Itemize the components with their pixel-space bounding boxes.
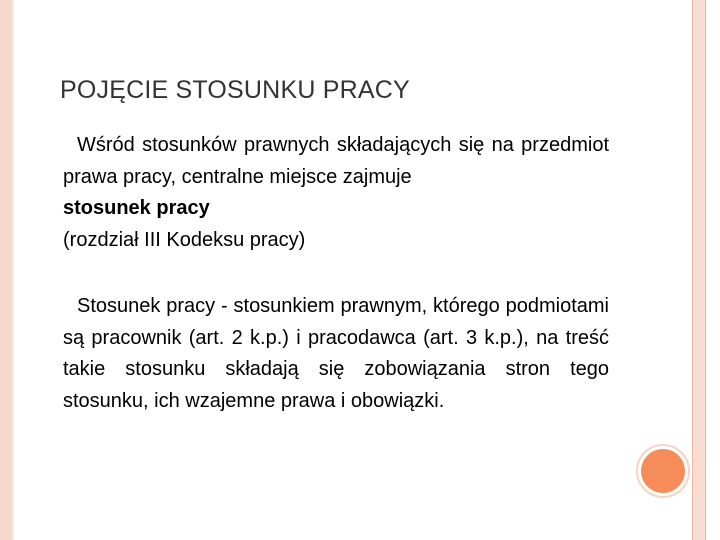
- right-border-line-decoration: [692, 0, 693, 540]
- paragraph-definition-text: Stosunek pracy - stosunkiem prawnym, którego podmiotami są pracownik (art. 2 k.p.) i pracodawca (art. 3 k.p.), na treść takie stosunku składają się zobowiązania stron tego stosunku, ich wzajemne prawa i obowiązki.: [63, 295, 609, 412]
- slide-title: POJĘCIE STOSUNKU PRACY: [60, 76, 410, 104]
- paragraph-definition: [63, 291, 609, 417]
- right-border-decoration: [692, 0, 706, 540]
- right-edge-decoration: [706, 0, 720, 540]
- paragraph-intro-note: (rozdział III Kodeksu pracy): [63, 228, 306, 251]
- left-border-decoration: [0, 0, 12, 540]
- paragraph-intro: [63, 130, 609, 256]
- circle-accent-decoration: [641, 449, 685, 493]
- paragraph-intro-text: Wśród stosunków prawnych składających się na przedmiot prawa pracy, centralne miejsce zajmuje: [63, 134, 609, 188]
- left-border-inner-decoration: [12, 0, 14, 540]
- bold-term: stosunek pracy: [63, 197, 210, 219]
